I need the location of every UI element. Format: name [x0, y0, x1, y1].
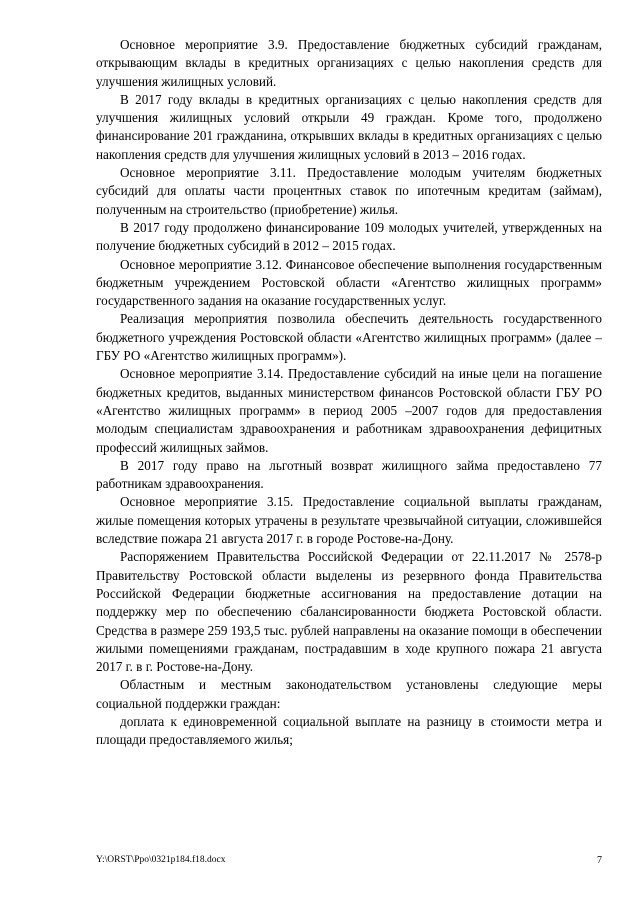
paragraph-government-order: Распоряжением Правительства Российской Федерации от 22.11.2017 № 2578-р Правительству Ростовской области выделены из резервного фонда Правительства Российской Федерации бюджетные ассигнования на предоставление дотации на поддержку мер по обеспечению сбалансированности бюджета Ростовской области. Средства в размере 259 193,5 тыс. рублей направлены на оказание помощи в обеспечении жилыми помещениями гражданам, пострадавшим в ходе крупного пожара 21 августа 2017 г. в г. Ростове-на-Дону. — [96, 549, 602, 675]
paragraph-measure-3-15: Основное мероприятие 3.15. Предоставление социальной выплаты гражданам, жилые помещения которых утрачены в результате чрезвычайной ситуации, сложившейся вследствие пожара 21 августа 2017 г. в городе Ростове-на-Дону. — [96, 494, 602, 547]
paragraph-young-teachers: В 2017 году продолжено финансирование 109 молодых учителей, утвержденных на получение бюджетных субсидий в 2012 – 2015 годах. — [96, 219, 602, 254]
paragraph-measure-3-14: Основное мероприятие 3.14. Предоставление субсидий на иные цели на погашение бюджетных кредитов, выданных министерством финансов Ростовской области ГБУ РО «Агентство жилищных программ» в период 2005 –2007 годов для предоставления молодым специалистам здравоохранения и работникам здравоохранения дефицитных профессий жилищных займов. — [96, 366, 602, 455]
footer-file-path: Y:\ORST\Ppo\0321p184.f18.docx — [96, 855, 226, 865]
document-body — [96, 36, 602, 750]
paragraph-implementation: Реализация мероприятия позволила обеспечить деятельность государственного бюджетного учреждения Ростовской области «Агентство жилищных программ» (далее – ГБУ РО «Агентство жилищных программ»). — [96, 311, 602, 364]
paragraph-surcharge: доплата к единовременной социальной выплате на разницу в стоимости метра и площади предоставляемого жилья; — [96, 713, 602, 748]
paragraph-deposits-2017: В 2017 году вклады в кредитных организациях с целью накопления средств для улучшения жилищных условий открыли 49 граждан. Кроме того, продолжено финансирование 201 гражданина, открывших вклады в кредитных организациях с целью накопления средств для улучшения жилищных условий в 2013 – 2016 годах. — [96, 91, 602, 162]
paragraph-health-workers: В 2017 году право на льготный возврат жилищного займа предоставлено 77 работникам здравоохранения. — [96, 457, 602, 492]
paragraph-legislation: Областным и местным законодательством установлены следующие меры социальной поддержки граждан: — [96, 677, 602, 711]
paragraph-measure-3-9: Основное мероприятие 3.9. Предоставление бюджетных субсидий гражданам, открывающим вклады в кредитных организациях с целью накопления средств для улучшения жилищных условий. — [96, 37, 602, 89]
paragraph-measure-3-11: Основное мероприятие 3.11. Предоставление молодым учителям бюджетных субсидий для оплаты части процентных ставок по ипотечным кредитам (займам), полученным на строительство (приобретение) жилья. — [96, 165, 602, 217]
paragraph-measure-3-12: Основное мероприятие 3.12. Финансовое обеспечение выполнения государственным бюджетным учреждением Ростовской области «Агентство жилищных программ» государственного задания на оказание государственных услуг. — [96, 256, 602, 309]
page-number: 7 — [597, 855, 602, 866]
